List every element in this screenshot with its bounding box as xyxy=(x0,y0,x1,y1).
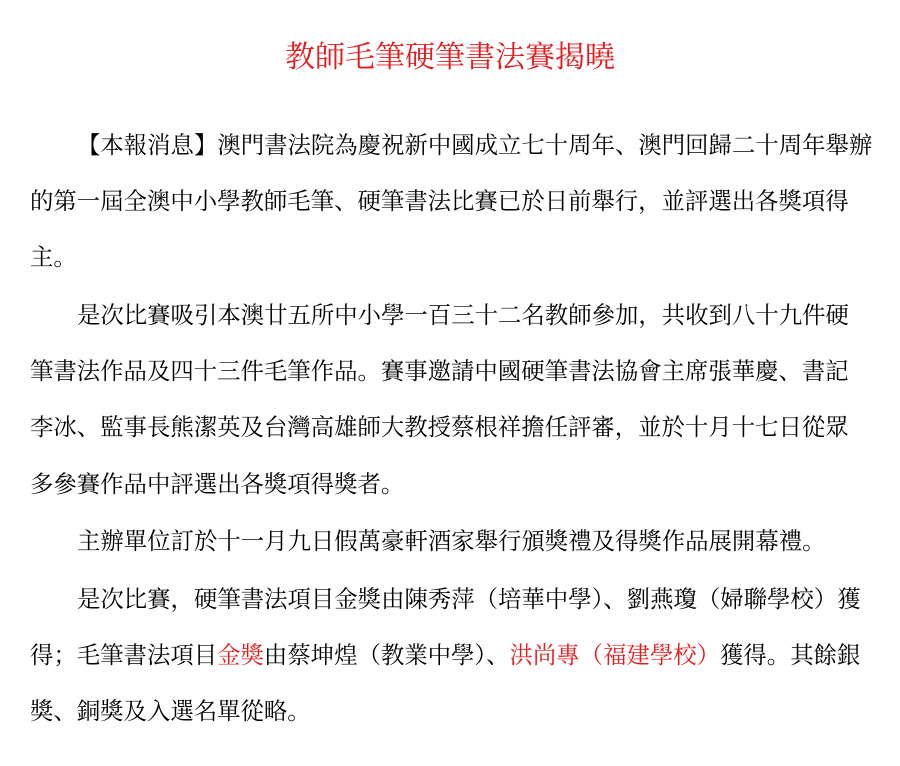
paragraph-2-line-3: 李冰、監事長熊潔英及台灣高雄師大教授蔡根祥擔任評審，並於十月十七日從眾 xyxy=(30,413,849,441)
line-text-segment: 由蔡坤煌（教業中學）、 xyxy=(263,641,510,669)
line-text-segment: 得；毛筆書法項目 xyxy=(30,641,218,669)
highlight-gold-award: 金獎 xyxy=(217,641,264,669)
paragraph-1-line-3: 主。 xyxy=(30,243,77,271)
paragraph-4-line-2 xyxy=(30,638,860,672)
paragraph-1-line-1: 【本報消息】澳門書法院為慶祝新中國成立七十周年、澳門回歸二十周年舉辦 xyxy=(77,131,873,159)
paragraph-2-line-4: 多參賽作品中評選出各獎項得獎者。 xyxy=(30,470,405,498)
paragraph-2-line-1: 是次比賽吸引本澳廿五所中小學一百三十二名教師參加，共收到八十九件硬 xyxy=(77,301,849,329)
paragraph-3-line-1: 主辦單位訂於十一月九日假萬豪軒酒家舉行頒獎禮及得獎作品展開幕禮。 xyxy=(77,527,826,555)
article-title: 教師毛筆硬筆書法賽揭曉 xyxy=(285,40,615,75)
paragraph-4-line-3: 獎、銅獎及入選名單從略。 xyxy=(30,697,311,725)
highlight-winner: 洪尚專（福建學校） xyxy=(509,641,721,669)
paragraph-2-line-2: 筆書法作品及四十三件毛筆作品。賽事邀請中國硬筆書法協會主席張華慶、書記 xyxy=(30,357,849,385)
paragraph-1-line-2: 的第一屆全澳中小學教師毛筆、硬筆書法比賽已於日前舉行，並評選出各獎項得 xyxy=(30,187,849,215)
paragraph-4-line-1: 是次比賽，硬筆書法項目金獎由陳秀萍（培華中學）、劉燕瓊（婦聯學校）獲 xyxy=(77,585,861,613)
line-text-segment: 獲得。其餘銀 xyxy=(720,641,861,669)
